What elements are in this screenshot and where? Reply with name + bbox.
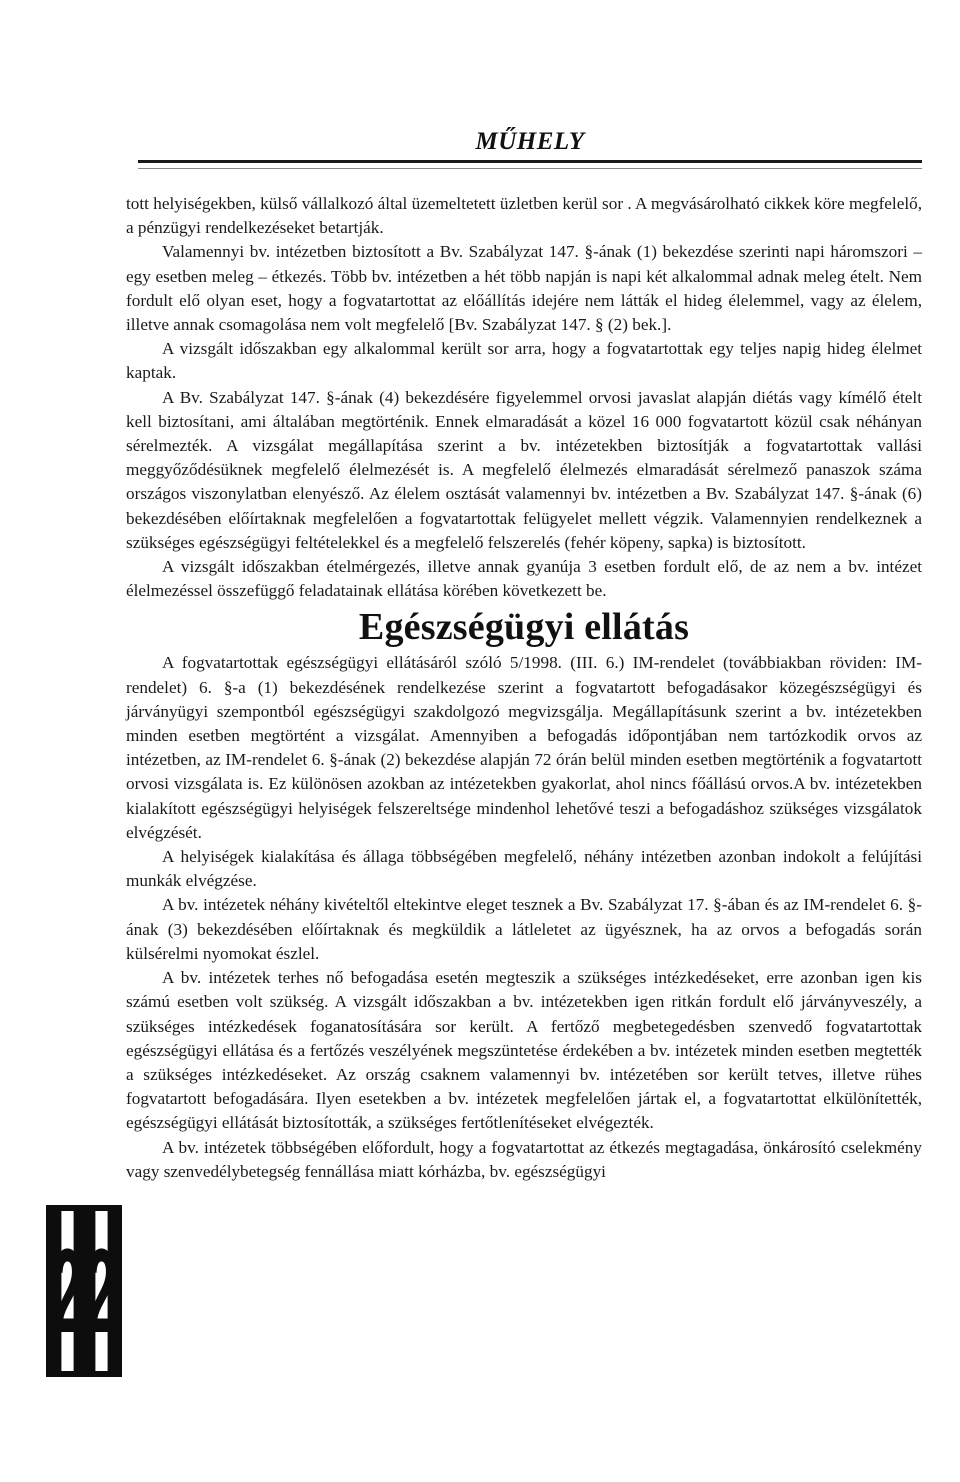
paragraph: A fogvatartottak egészségügyi ellátásáról szóló 5/1998. (III. 6.) IM-rendelet (továbbiakban röviden: IM-rendelet) 6. §-a (1) bekezdésének rendelkezése szerint a fogvatartott befogadásakor közegészségügyi és járványügyi szempontból egészségügyi szakdolgozó megvizsgálja. Megállapításunk szerint a bv. intézetekben minden esetben megtörtént a vizsgálat. Amennyiben a befogadás időpontjában nem tartózkodik orvos az intézetben, az IM-rendelet 6. §-ának (2) bekezdése alapján 72 órán belül minden esetben megtörténik a fogvatartott orvosi vizsgálata is. Ez különösen azokban az intézetekben gyakorlat, ahol nincs főállású orvos.A bv. intézetekben kialakított egészségügyi helyiségek felszereltsége mindenhol lehetővé teszi a befogadáshoz szükséges vizsgálatok elvégzését. <box>126 653 922 842</box>
paragraph: A bv. intézetek terhes nő befogadása esetén megteszik a szükséges intézkedéseket, erre azonban igen kis számú esetben volt szükség. A vizsgált időszakban a bv. intézetekben igen ritkán fordult elő járványveszély, a szükséges intézkedések foganatosítására sor került. A fertőző megbetegedésben szenvedő fogvatartottak egészségügyi ellátása és a fertőzés veszélyének megszüntetése érdekében a bv. intézetek minden esetben megtették a szükséges intézkedéseket. Az ország csaknem valamennyi bv. intézetében sor került tetves, illetve rühes fogvatartott befogadására. Ilyen esetekben a bv. intézetek megfelelően jártak el, a fogvatartottat elkülönítették, egészségügyi ellátását biztosították, a szükséges fertőtlenítéseket elvégezték. <box>126 968 922 1133</box>
article-body <box>126 192 922 1184</box>
paragraph: tott helyiségekben, külső vállalkozó által üzemeltetett üzletben kerül sor . A megvásárolható cikkek köre megfelelő, a pénzügyi rendelkezéseket betartják. <box>126 194 922 238</box>
paragraph: A vizsgált időszakban ételmérgezés, illetve annak gyanúja 3 esetben fordult elő, de az nem a bv. intézet élelmezéssel összefüggő feladatainak ellátása körében következett be. <box>126 557 922 601</box>
paragraph: A bv. intézetek néhány kivételtől eltekintve eleget tesznek a Bv. Szabályzat 17. §-ában és az IM-rendelet 6. §-ának (3) bekezdésében előírtaknak és megküldik a látleletet az ügyésznek, ha az orvos a befogadás során külsérelmi nyomokat észlel. <box>126 895 922 963</box>
paragraph: A Bv. Szabályzat 147. §-ának (4) bekezdésére figyelemmel orvosi javaslat alapján diétás vagy kímélő ételt kell biztosítani, ami általában megtörténik. Ennek elmaradását a közel 16 000 fogvatartott közül csak néhányan sérelmezték. A vizsgálat megállapítása szerint a bv. intézetekben biztosítják a fogvatartottak vallási meggyőződésüknek megfelelő élelmezését is. A megfelelő élelmezés elmaradását sérelmező panaszok száma országos viszonylatban elenyésző. Az élelem osztását valamennyi bv. intézetben a Bv. Szabályzat 147. §-ának (6) bekezdésében előírtaknak megfelelően a fogvatartottak felügyelet mellett végzik. Valamennyien rendelkeznek a szükséges egészségügyi feltételekkel és a megfelelő felszerelés (fehér köpeny, sapka) is biztosított. <box>126 387 922 552</box>
running-head: MŰHELY <box>475 128 585 155</box>
paragraph: A bv. intézetek többségében előfordult, hogy a fogvatartottat az étkezés megtagadása, önkárosító cselekmény vagy szenvedélybetegség fennállása miatt kórházba, bv. egészségügyi <box>126 1137 922 1181</box>
page-number-digit: 2 <box>61 1211 73 1371</box>
page-number-block <box>46 1205 122 1377</box>
page-number-digit: 2 <box>95 1211 107 1371</box>
header-rule <box>138 160 922 163</box>
paragraph: A vizsgált időszakban egy alkalommal került sor arra, hogy a fogvatartottak egy teljes napig hideg élelmet kaptak. <box>126 339 922 383</box>
section-heading: Egészségügyi ellátás <box>358 606 690 649</box>
paragraph: Valamennyi bv. intézetben biztosított a Bv. Szabályzat 147. §-ának (1) bekezdése szerinti napi háromszori – egy esetben meleg – étkezés. Több bv. intézetben a hét több napján is napi két alkalommal adnak meleg ételt. Nem fordult elő olyan eset, hogy a fogvatartottat az előállítás idejére nem látták el hideg élelemmel, vagy az élelem, illetve annak csomagolása nem volt megfelelő [Bv. Szabályzat 147. § (2) bek.]. <box>126 242 922 335</box>
header-rule-thin <box>138 168 922 169</box>
paragraph: A helyiségek kialakítása és állaga többségében megfelelő, néhány intézetben azonban indokolt a felújítási munkák elvégzése. <box>126 847 922 891</box>
page-header <box>138 118 922 188</box>
